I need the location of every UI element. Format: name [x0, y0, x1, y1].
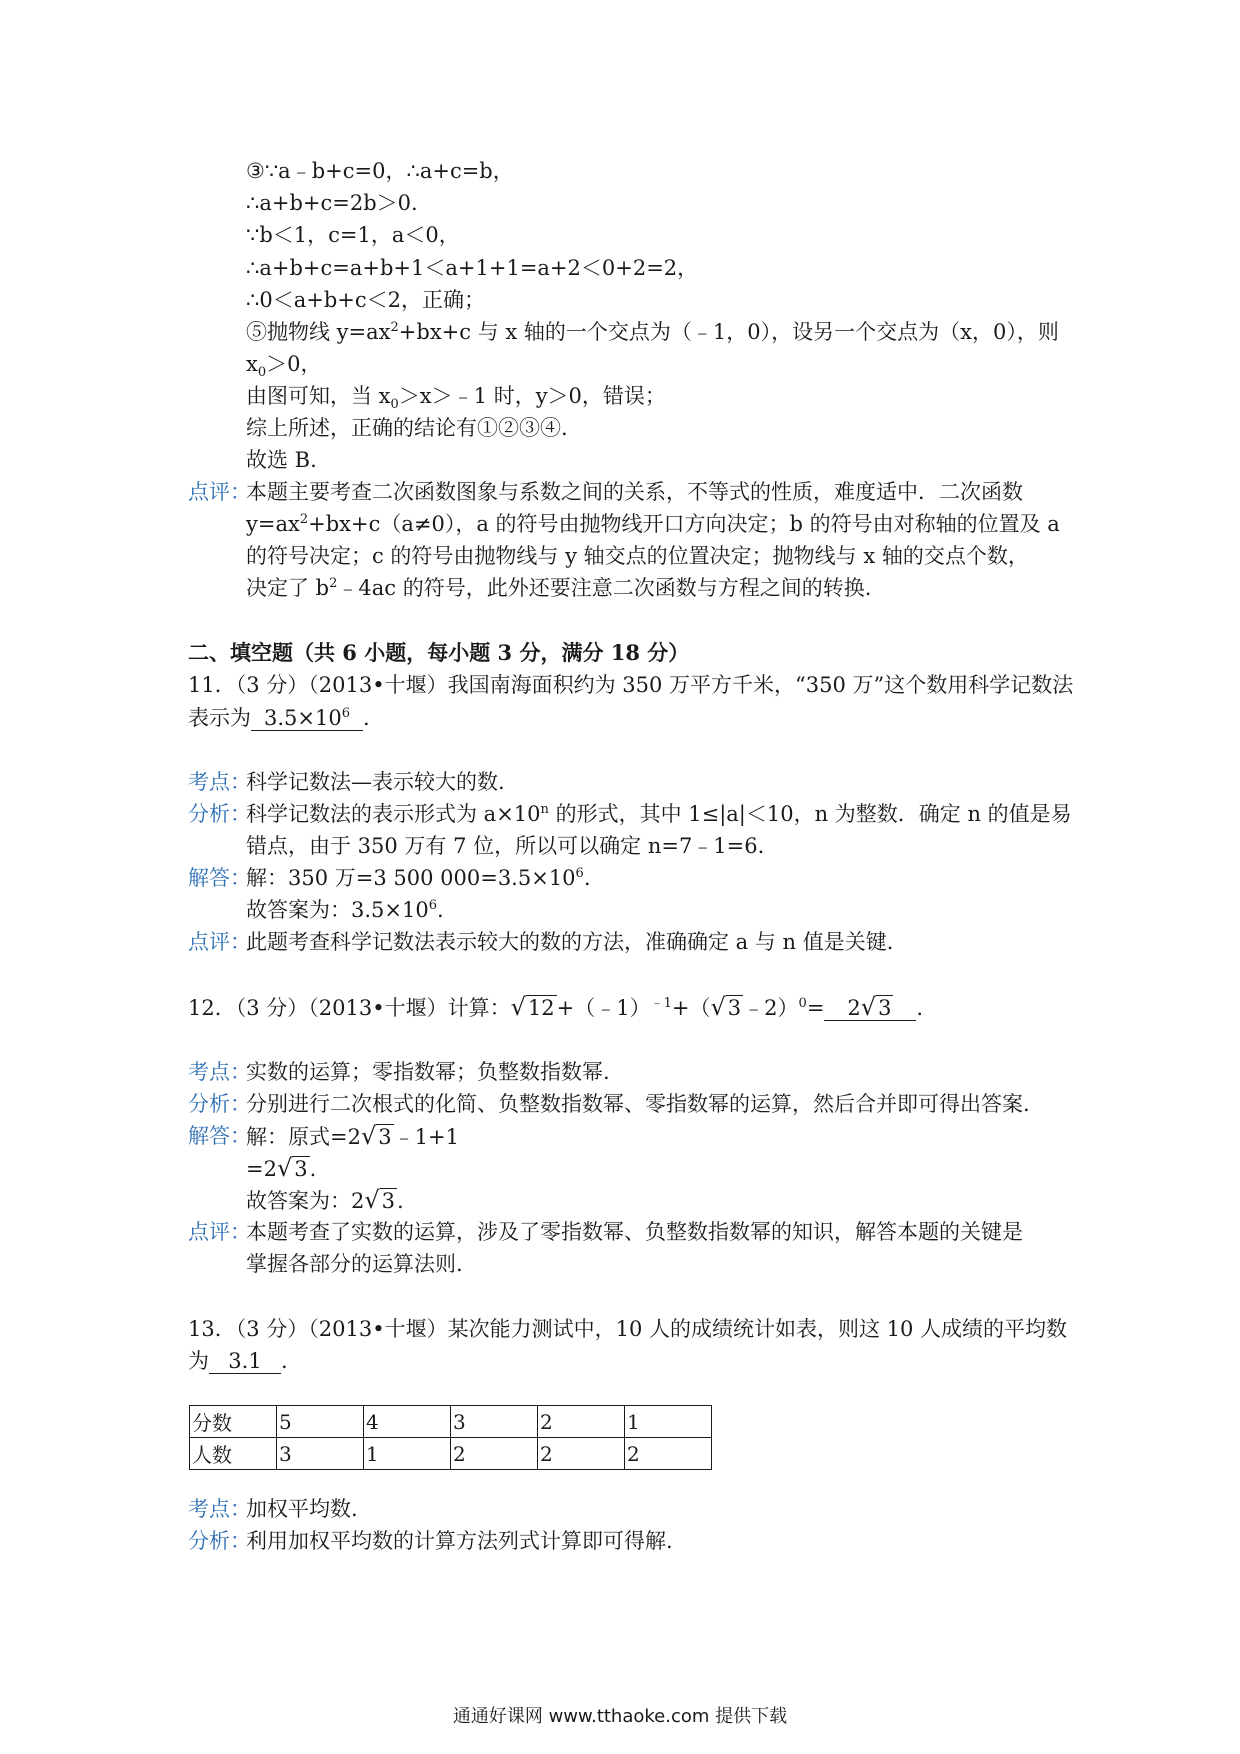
- table-cell: 人数: [190, 1438, 277, 1470]
- q13-fenxi-label: 分析：: [188, 1529, 251, 1553]
- q10-comment-line-1: 本题主要考查二次函数图象与系数之间的关系，不等式的性质，难度适中．二次函数: [246, 480, 1023, 504]
- q13-question-line-2: [188, 1346, 288, 1376]
- q10-line-7: [246, 349, 322, 379]
- q12-kaodian-label: 考点：: [188, 1060, 251, 1084]
- q10-comment-line-4b: ﹣4ac 的符号，此外还要注意二次函数与方程之间的转换.: [337, 576, 872, 600]
- q13-period: .: [281, 1349, 288, 1373]
- q11-fenxi-line-1: [246, 799, 1072, 829]
- q10-line-6: [246, 317, 1059, 347]
- q13-fenxi: 利用加权平均数的计算方法列式计算即可得解.: [246, 1529, 673, 1553]
- sqrt-3: √3: [276, 1154, 308, 1182]
- table-cell: 2: [451, 1438, 538, 1470]
- q10-line-1: ③∵a﹣b+c=0，∴a+c=b，: [246, 159, 514, 183]
- q12-dianping-line-1: 本题考查了实数的运算，涉及了零指数幂、负整数指数幂的知识，解答本题的关键是: [246, 1220, 1023, 1244]
- q13-kaodian: 加权平均数.: [246, 1497, 358, 1521]
- q11-dianping-label: 点评：: [188, 930, 251, 954]
- table-cell: 3: [451, 1406, 538, 1438]
- q13-answer-blank: [209, 1349, 281, 1374]
- scores-table: [189, 1405, 712, 1470]
- q11-answer-blank: [251, 706, 363, 731]
- q12-part-b: +（﹣1）: [556, 996, 651, 1020]
- sqrt-3: √3: [860, 993, 892, 1021]
- table-cell: 5: [277, 1406, 364, 1438]
- q12-part-c: +（: [671, 996, 711, 1020]
- q12-jieda-line-3: 故答案为：2√3.: [246, 1186, 404, 1214]
- exponent-6: 6: [428, 898, 437, 913]
- q12-fenxi-label: 分析：: [188, 1092, 251, 1116]
- q12-dianping-line-2: 掌握各部分的运算法则.: [246, 1252, 463, 1276]
- table-row: [190, 1406, 712, 1438]
- q11-dianping: 此题考查科学记数法表示较大的数的方法，准确确定 a 与 n 值是关键.: [246, 930, 894, 954]
- table-row: [190, 1438, 712, 1470]
- q10-comment-line-2a: y=ax: [246, 512, 300, 536]
- q12-jieda-1b: ﹣1+1: [393, 1125, 459, 1149]
- exponent-2: 2: [390, 320, 399, 335]
- q11-jieda-line-1: 解：350 万=3 500 $000=3.5\times 10^6$.: [246, 866, 591, 890]
- exponent-2: 2: [329, 576, 338, 591]
- exponent-n: n: [540, 802, 549, 817]
- q11-jieda-label: 解答：: [188, 866, 251, 890]
- table-cell: 2: [538, 1406, 625, 1438]
- q11-question-line-1: 11．（3 分）（2013•十堰）我国南海面积约为 350 万平方千米，“350 万”这个数用科学记数法: [188, 673, 1074, 697]
- q10-comment-line-4a: 决定了 b: [246, 576, 330, 600]
- sqrt-3: √3: [710, 993, 742, 1021]
- q11-fenxi-label: 分析：: [188, 802, 251, 826]
- q11-fenxi-line-2: 错点，由于 350 万有 7 位，所以可以确定 n=7﹣1=6.: [246, 834, 765, 858]
- subscript-0: 0: [390, 397, 399, 413]
- exponent-6: 6: [575, 866, 584, 881]
- q10-line-6b: +bx+c 与 x 轴的一个交点为（﹣1，0），设另一个交点为（x，0），则: [398, 320, 1059, 344]
- q11-kaodian: 科学记数法—表示较大的数.: [246, 770, 505, 794]
- q10-line-5: ∴0＜a+b+c＜2，正确；: [246, 288, 485, 312]
- q12-jieda-line-1: [246, 1121, 459, 1152]
- table-cell: 3: [277, 1438, 364, 1470]
- exponent-neg1: ﹣1: [650, 996, 672, 1011]
- q10-line-6a: ⑤抛物线 y=ax: [246, 320, 391, 344]
- subscript-0: 0: [257, 365, 267, 381]
- q13-kaodian-label: 考点：: [188, 1497, 251, 1521]
- q12-question: [188, 992, 923, 1023]
- q10-line-8: [246, 381, 666, 411]
- q12-jieda-3a: 故答案为：2: [246, 1189, 365, 1213]
- q13-prompt: 为: [188, 1349, 209, 1373]
- q11-kaodian-label: 考点：: [188, 770, 251, 794]
- q10-line-7a: x: [246, 352, 258, 376]
- q10-line-7b: ＞0，: [266, 352, 322, 376]
- q12-period: .: [916, 996, 924, 1020]
- exponent-0: 0: [798, 996, 807, 1011]
- footer-watermark: 通通好课网 www.tthaoke.com 提供下载: [452, 1706, 788, 1727]
- q12-jieda-line-2: =2√3.: [246, 1154, 317, 1182]
- q11-question-line-2: [188, 703, 370, 733]
- sqrt-3: √3: [360, 1122, 392, 1150]
- q12-kaodian: 实数的运算；零指数幂；负整数指数幂.: [246, 1060, 610, 1084]
- q10-comment-line-2b: +bx+c（a≠0），a 的符号由抛物线开口方向决定；b 的符号由对称轴的位置及 a: [308, 512, 1060, 536]
- q12-dianping-label: 点评：: [188, 1220, 251, 1244]
- table-cell: 1: [364, 1438, 451, 1470]
- q10-line-2: ∴a+b+c=2b＞0.: [246, 191, 418, 215]
- q11-fenxi-1b: 的形式，其中 1≤|a|＜10，n 为整数．确定 n 的值是易: [548, 802, 1072, 826]
- q12-prompt: 12．（3 分）（2013•十堰）计算：: [188, 996, 511, 1020]
- q10-line-8a: 由图可知，当 x: [246, 384, 391, 408]
- table-cell: 2: [625, 1438, 712, 1470]
- q11-fenxi-1a: 科学记数法的表示形式为 a×10: [246, 802, 541, 826]
- q10-comment-line-3: 的符号决定；c 的符号由抛物线与 y 轴交点的位置决定；抛物线与 x 轴的交点个数，: [246, 544, 1029, 568]
- q10-line-8b: ＞x＞﹣1 时，y＞0，错误；: [398, 384, 666, 408]
- q11-jieda-line-2: 故答案为：$3.5\times 10^6$.: [246, 898, 444, 922]
- q11-prompt: 表示为: [188, 706, 251, 730]
- sqrt-3: √3: [364, 1186, 396, 1214]
- q11-answer: 3.5×10: [264, 706, 342, 730]
- q11-period: .: [363, 706, 370, 730]
- q10-comment-label: 点评：: [188, 480, 251, 504]
- q12-jieda-2a: =2: [246, 1157, 277, 1181]
- q10-comment-line-2: [246, 509, 1060, 539]
- q12-answer-blank: [824, 995, 916, 1021]
- q10-comment-line-4: [246, 573, 871, 603]
- q12-answer-coef: 2: [847, 996, 861, 1020]
- table-cell: 2: [538, 1438, 625, 1470]
- table-cell: 4: [364, 1406, 451, 1438]
- q10-line-10: 故选 B.: [246, 448, 317, 472]
- table-cell: 1: [625, 1406, 712, 1438]
- q12-jieda-label: 解答：: [188, 1124, 251, 1148]
- q12-equals: =: [806, 996, 825, 1020]
- q12-part-d: ﹣2）: [743, 996, 799, 1020]
- exponent-2: 2: [299, 512, 309, 527]
- q10-line-9: 综上所述，正确的结论有①②③④.: [246, 416, 568, 440]
- q13-question-line-1: 13．（3 分）（2013•十堰）某次能力测试中，10 人的成绩统计如表，则这 10 人成绩的平均数: [188, 1317, 1068, 1341]
- q12-fenxi: 分别进行二次根式的化简、负整数指数幂、零指数幂的运算，然后合并即可得出答案.: [246, 1092, 1030, 1116]
- q11-jieda-1: 解：350 万=3 500 000=3.5×10: [246, 866, 576, 890]
- q11-answer-exponent: 6: [341, 706, 350, 721]
- q10-line-4: ∴a+b+c=a+b+1＜a+1+1=a+2＜0+2=2，: [246, 256, 699, 280]
- q11-jieda-2: 故答案为：3.5×10: [246, 898, 429, 922]
- q13-answer: 3.1: [228, 1349, 262, 1373]
- table-cell: 分数: [190, 1406, 277, 1438]
- q10-line-3: ∵b＜1，c=1，a＜0，: [246, 223, 460, 247]
- sqrt-12: √12: [510, 993, 555, 1021]
- q12-jieda-1a: 解：原式=2: [246, 1125, 361, 1149]
- section-heading: 二、填空题（共 6 小题，每小题 3 分，满分 18 分）: [188, 640, 690, 665]
